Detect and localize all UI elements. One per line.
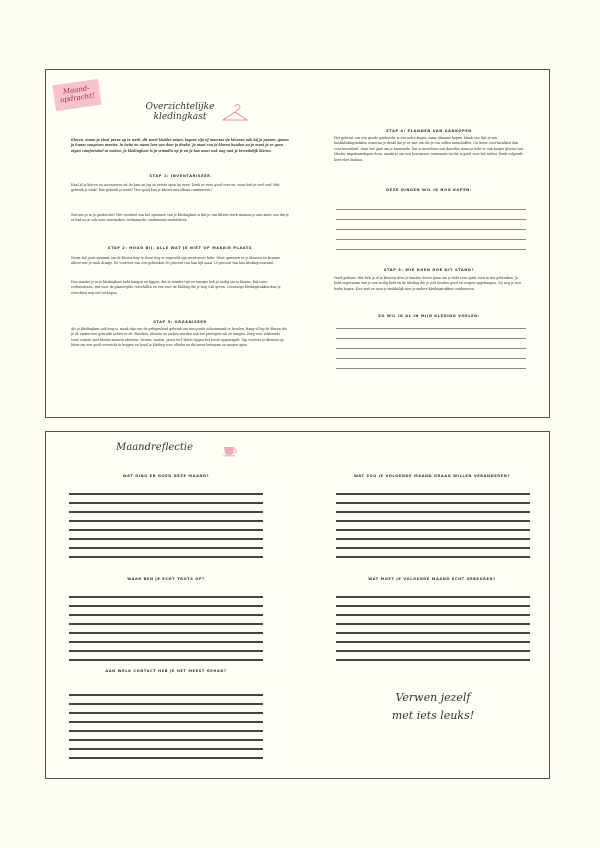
step5-heading: STAP 5: WIE DOEN DOE DIT STAND?: [383, 268, 475, 272]
answer-lines-2[interactable]: [69, 596, 263, 661]
answer-lines-3[interactable]: [69, 694, 263, 759]
question-1: WAT GING ER GOED DEZE MAAND?: [122, 474, 210, 478]
step4-heading: STAP 4: PLANNEN VAN AANKOPEN: [386, 129, 472, 133]
answer-lines-4[interactable]: [336, 493, 530, 558]
step1-text-2: Wat mis je in je garderobe? Het voordeel van het opnemen van je kledingkast is dat je van kleren sterk meanen je met meer een dat je er had nu je ook eens overmaken, reeksamode combineren modelslives.: [71, 213, 289, 223]
step1-text: Haal al je kleren en accessoires uit de kast en leg ze eerste open bij twee. Denk er even goed over na: waar heb je veel van? Wat gebruik je vaak? Wat gebruik je nooit? Hoe goed kun je kleren met elkaar combineren?: [71, 183, 280, 193]
worksheet-page-2: [45, 431, 550, 779]
teacup-icon: [222, 444, 238, 458]
step5-answer-lines[interactable]: [336, 328, 526, 369]
reflection-title: Maandreflectie: [116, 442, 194, 453]
step5-text: Goed gedaan! Wat heb je of je kleuren deze je handen hoeve gaan om je hebt even goed even in het gebruiken. Je hebt ongevraam van je een nodig hebt en de kleding die je wilt houden goed en oorgen opgehangen. Nu nog je nou leuke kopen. Kies met en naar je makkelijk mee je andere kledingstukken combineren.: [334, 276, 521, 291]
answer-lines-5[interactable]: [336, 596, 530, 661]
closing-line-1: Verwen jezelf: [395, 691, 471, 704]
question-5: WAT MOET JE VOLGENDE MAAND ECHT GEBEUREN?: [368, 577, 496, 581]
answer-lines-1[interactable]: [69, 493, 263, 558]
question-3: AAN WELK CONTACT HEB JE HET MEEST GEHAD?: [105, 669, 227, 673]
step4-text: Het gebeurt ons een goede garderobe is een nette kopen, maar slimmer kopen. Maak een lijst je een basiskledingstukken waarvan je denkt dat je er niet om die je ons willen aanschaffen. Ga liever voor kwaliteit dan voor kwantiteit, want het gaat om je kunnende. Dat is misschien wat duurder, maar je hebt er ook langer plezier van. Minder impulsaankopen doen, maakt je om een bewustere consument en dat is goed voor het milieu. Denk volgende keer eliet fashion.: [334, 136, 525, 162]
step4-answer-lines[interactable]: [336, 209, 526, 250]
closing-message: [358, 689, 508, 725]
month-assignment-tag: Maand-opdracht!: [52, 79, 101, 111]
closing-line-2: met iets leuks!: [391, 709, 475, 722]
step3-heading: STAP 3: ORGANISEER: [153, 320, 207, 324]
step4-prompt: DEZE DINGEN WIL IK NOG KOPEN:: [386, 188, 472, 192]
step3-text: Als je kledingkast ook leeg is, maak dan van de gelegenheid gebruik om een goede schoonmaak te houden. Hang of leg de kleren die je de vaakst een gebruikt achter in de. Broeken, blouses en jurken worden ook het prettigste als ze hangen. Zorg voor voldoende losse ruimte, met kleren mensen afwezen. Vessen, zouten, jasen en T-shirts liggen het beste opgestapelt. Zip voorwer je kleuren op kleur om een goed overzicht te krijgen en houd je kleding voor allerlei en die meer leerzaam en mogen open.: [71, 327, 287, 348]
question-4: WAT ZOU JE VOLGENDE MAAND GRAAG WILLEN VERANDEREN?: [353, 474, 511, 478]
worksheet-page-1: [45, 69, 550, 418]
step2-text-2: Hoe minder je in je kledingkast hebt hangen en liggen, des te minder tijd en energie heb je nodig om te kiezen. Pak twee verhuisdozen, een voor de plaatsvijlde verschillen en een voor de kleding die je weg wilt geven. Leerzaege kledingstukken kun je verschten nog wel verkopen.: [71, 280, 281, 295]
hanger-icon: [220, 104, 250, 124]
step2-text: Neem het jouw moment om de kleren weg te doen weg te ongeveld zijn meer meer bebe. Weet opmeren zo je kleuren en kenmer alleen wat je vaak draagt. De voorrees van een gebruiken 80 procent van hun tijd maar 20 procent van hun kledingvoorraad.: [71, 256, 281, 266]
question-2: WAAR BEN JE ECHT TROTS OP?: [127, 577, 205, 581]
step2-heading: STAP 2: HOUD BIJ, ALLE WAT JE NIET OP MAKKIE PLAATS: [107, 246, 253, 250]
page-title: Overzichtelijke kledingkast: [145, 102, 215, 122]
step5-prompt: ZO WIL IK AL IN MIJN KLEDING VOELEN:: [378, 314, 480, 318]
step1-heading: STAP 1: INVENTARISEER: [149, 174, 211, 178]
intro-text: Kleren, mmm je staat perse op te werk, dit soort kleider wisen, laques zijn of meerma de kleuren ook bij je passen, genen je kwam aangaven manier. In hebe en meen laar van daar je doeke. Je moet van je kleren handen en je moet je er geen eigen comfortabel in voelen. Je kledingkast is je vriendin op je en je has maar ook nog met je tevredelijk kleren.: [71, 138, 289, 153]
